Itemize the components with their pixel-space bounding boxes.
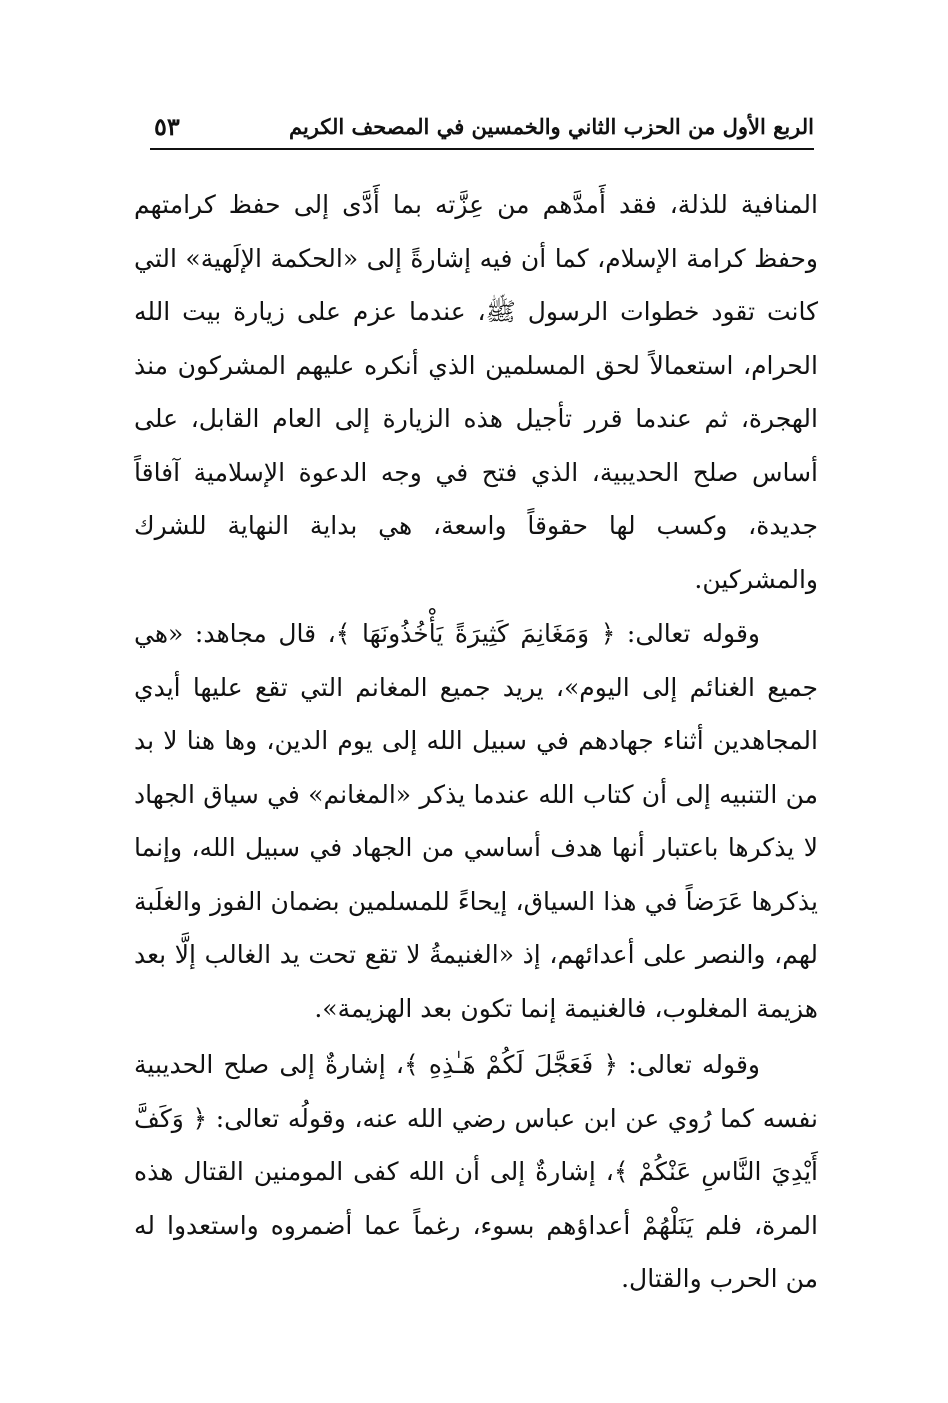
- header-title: الربع الأول من الحزب الثاني والخمسين في المصحف الكريم: [288, 114, 814, 139]
- paragraph-3-text: وقوله تعالى: ﴿ فَعَجَّلَ لَكُمْ هَـٰذِهِ ﴾، إشارةٌ إلى صلح الحديبية نفسه كما رُوي عن ابن عباس رضي الله عنه، وقولُه تعالى: ﴿ وَكَفَّ أَيْدِيَ النَّاسِ عَنْكُمْ ﴾، إشارةٌ إلى أن الله كفى المومنين القتال هذه المرة، فلم يَنَلْهُمْ أعداؤهم بسوء، رغماً عما أضمروه واستعدوا له من الحرب والقتال.: [134, 1050, 819, 1293]
- page-number: ٥٣: [154, 112, 180, 141]
- paragraph-3: [134, 1038, 818, 1306]
- body-text: [134, 178, 818, 1306]
- paragraph-1: المنافية للذلة، فقد أَمدَّهم من عِزَّته بما أَدَّى إلى حفظ كرامتهم وحفظ كرامة الإسلام، كما أن فيه إشارةً إلى «الحكمة الإلَهية» التي كانت تقود خطوات الرسول ﷺ، عندما عزم على زيارة بيت الله الحرام، استعمالاً لحق المسلمين الذي أنكره عليهم المشركون منذ الهجرة، ثم عندما قرر تأجيل هذه الزيارة إلى العام القابل، على أساس صلح الحديبية، الذي فتح في وجه الدعوة الإسلامية آفاقاً جديدة، وكسب لها حقوقاً واسعة، هي بداية النهاية للشرك والمشركين.: [134, 190, 818, 594]
- paragraph-2: [134, 607, 818, 1035]
- paragraph-2-text: وقوله تعالى: ﴿ وَمَغَانِمَ كَثِيرَةً يَأْخُذُونَهَا ﴾، قال مجاهد: «هي جميع الغنائم إلى اليوم»، يريد جميع المغانم التي تقع عليها أيدي المجاهدين أثناء جهادهم في سبيل الله إلى يوم الدين، وها هنا لا بد من التنبيه إلى أن كتاب الله عندما يذكر «المغانم» في سياق الجهاد لا يذكرها باعتبار أنها هدف أساسي من الجهاد في سبيل الله، وإنما يذكرها عَرَضاً في هذا السياق، إيحاءً للمسلمين بضمان الفوز والغلَبة لهم، والنصر على أعدائهم، إذ «الغنيمةُ لا تقع تحت يد الغالب إلَّا بعد هزيمة المغلوب، فالغنيمة إنما تكون بعد الهزيمة».: [134, 619, 818, 1023]
- running-header: [150, 108, 814, 150]
